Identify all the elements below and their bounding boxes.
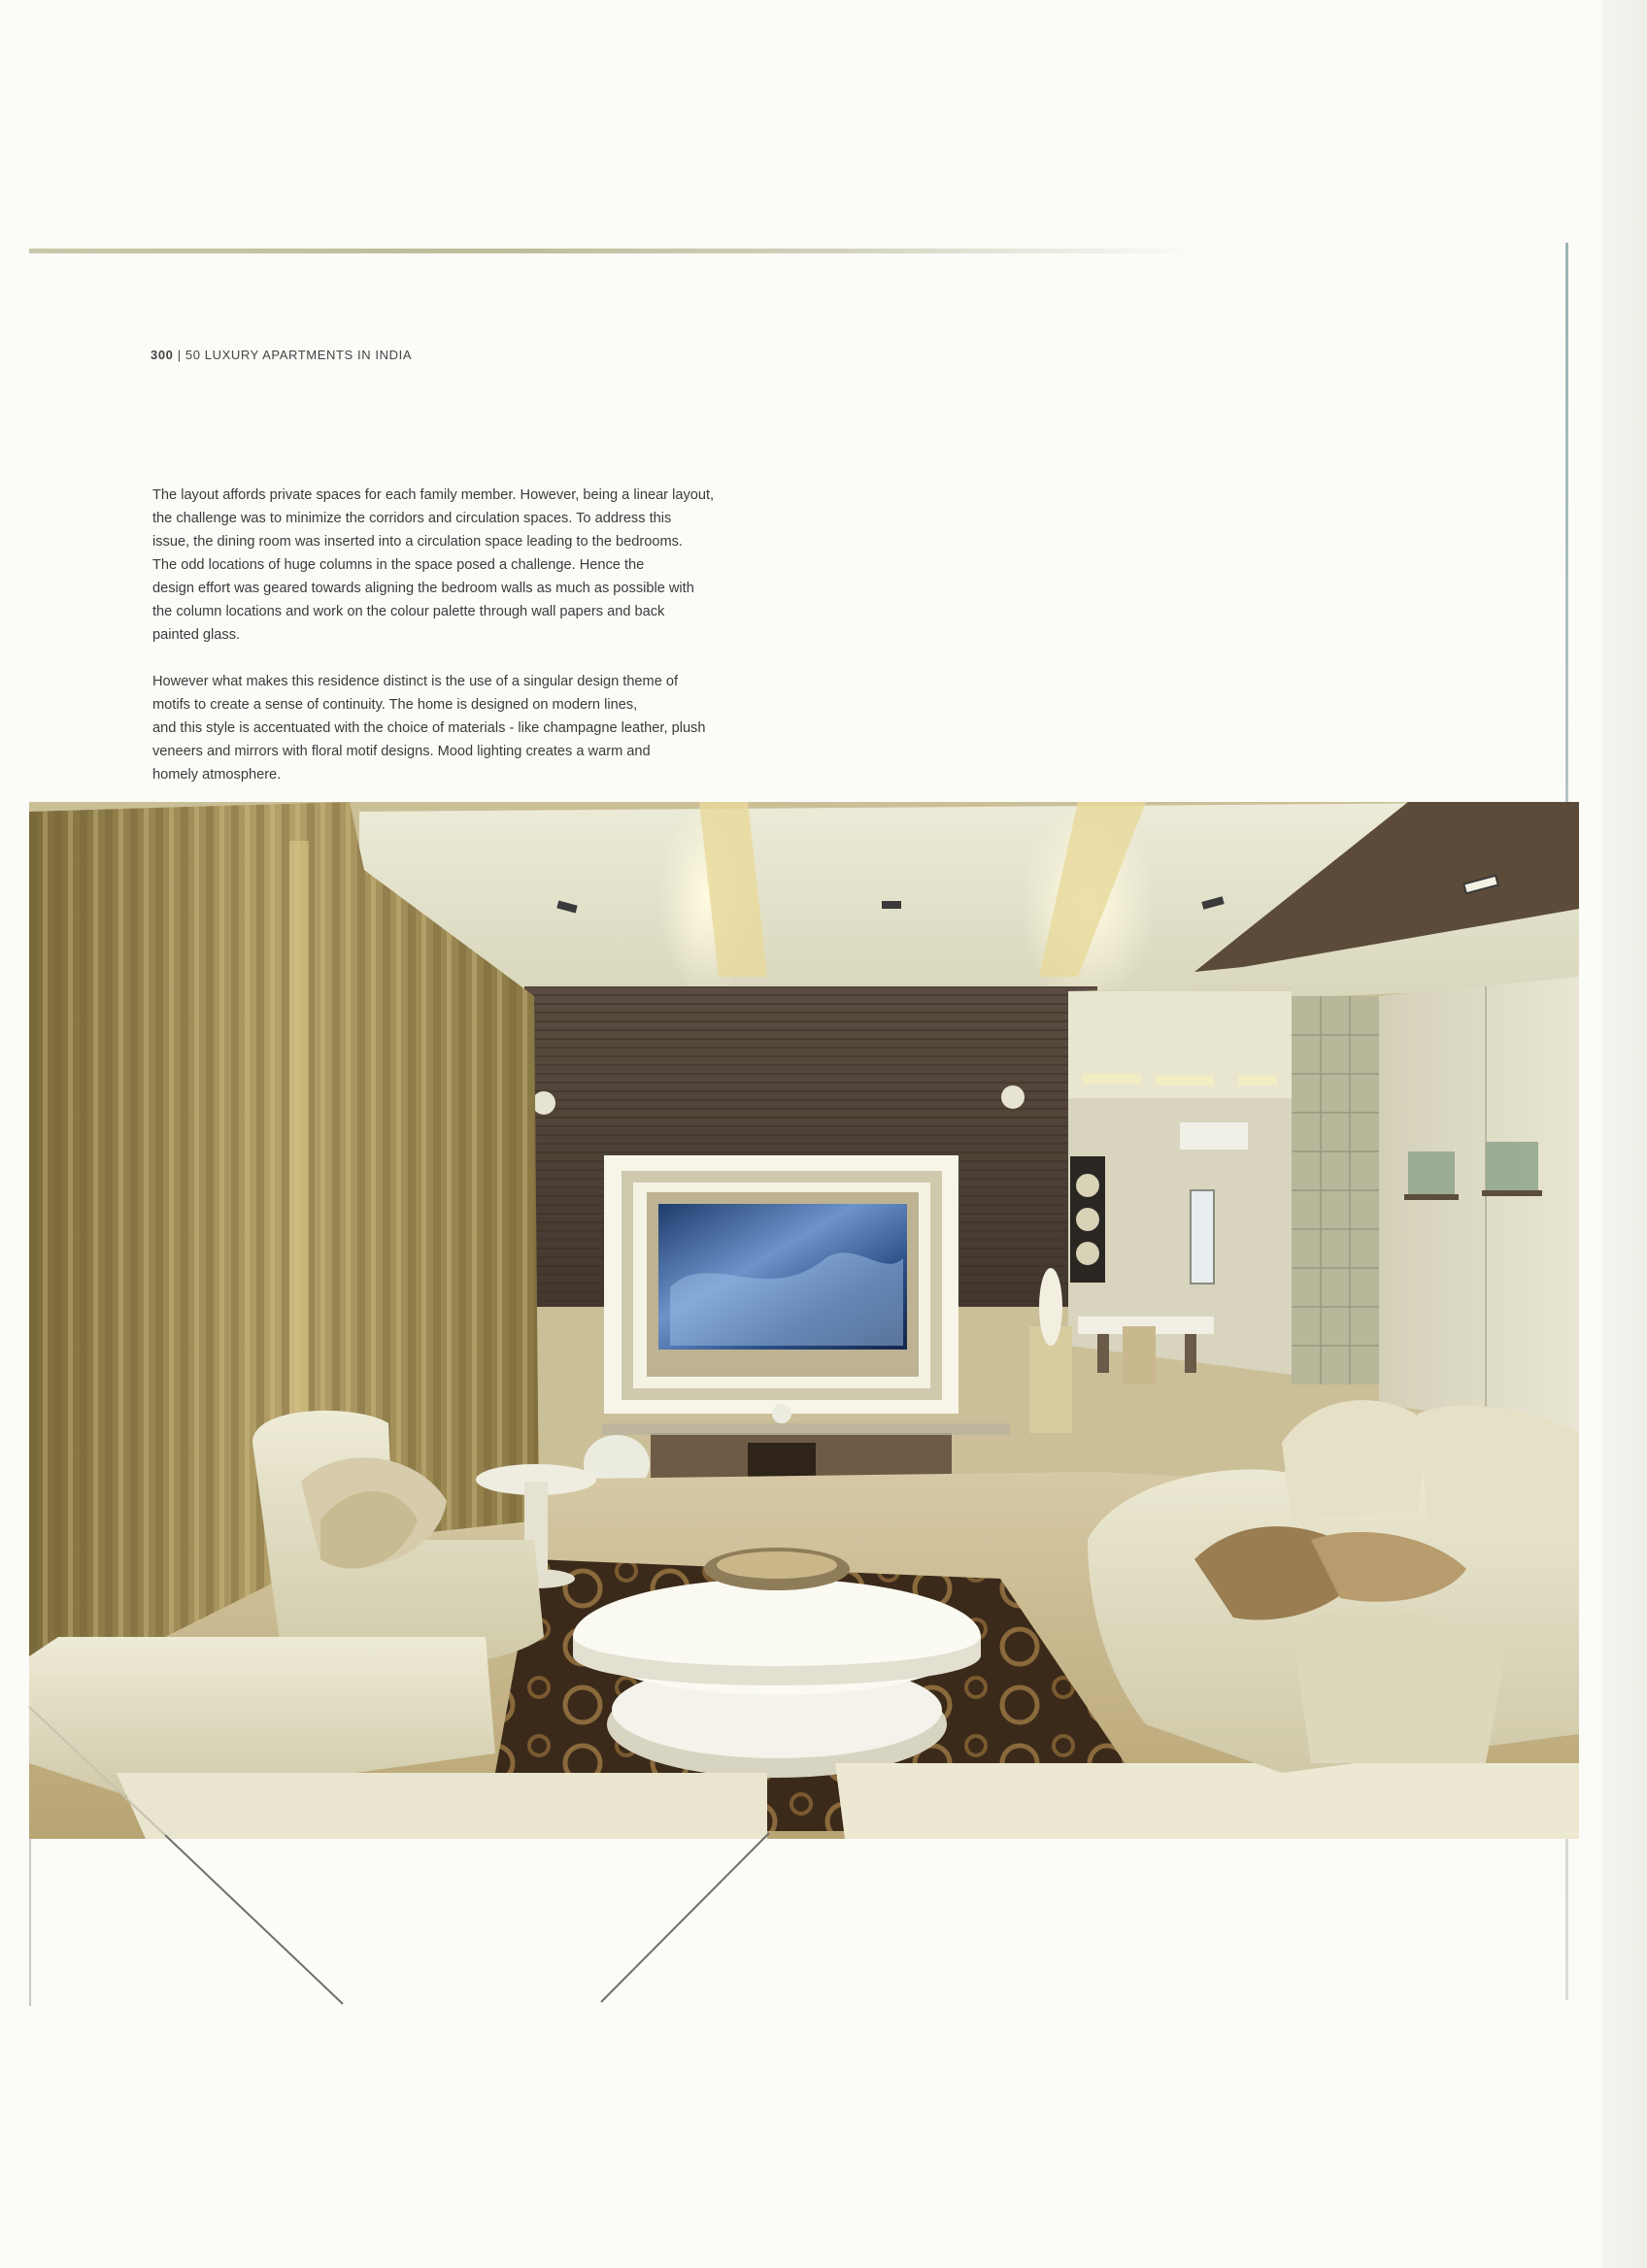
paragraph-2: However what makes this residence distinct is the use of a singular design theme of motifs to create a sense of continuity. The home is designed on modern lines, and this style is accentuated with the choice of materials - like champagne leather, plush veneers and mirrors with floral motif designs. Mood lighting creates a warm and homely atmosphere. (152, 674, 706, 783)
wall-shelf-2 (1486, 1142, 1538, 1192)
page-number: 300 (151, 348, 174, 362)
air-conditioner (1180, 1122, 1248, 1150)
header-separator: | (177, 348, 182, 362)
right-wall (1379, 977, 1579, 1433)
dining-chair (1123, 1326, 1156, 1384)
paragraph-1: The layout affords private spaces for each family member. However, being a linear layout, the challenge was to minimize the corridors and circulation spaces. To address this issue, the dining room was inserted into a circulation space leading to the bedrooms. The odd locations of huge columns in the space posed a challenge. Hence the design effort was geared towards aligning the bedroom walls as much as possible with the column locations and work on the colour palette through wall papers and back painted glass. (152, 487, 715, 643)
wall-shelf-1 (1408, 1151, 1455, 1196)
top-rule (29, 249, 1194, 253)
fold-line-right (601, 1833, 769, 2002)
wall-speaker-right (1001, 1085, 1025, 1109)
scan-margin (1602, 0, 1647, 2268)
living-room-photo (29, 802, 1579, 1839)
dining-window (1191, 1190, 1214, 1284)
curtain-trim (289, 841, 309, 1443)
fold-line-left (165, 1835, 343, 2004)
running-header (151, 348, 412, 362)
right-sofa-back-cushion-2 (1418, 1406, 1579, 1540)
body-text (152, 484, 774, 786)
wall-speaker-left (532, 1091, 555, 1115)
front-right-sofa (835, 1763, 1579, 1839)
ceiling-spot-2 (882, 901, 901, 909)
book-title: 50 LUXURY APARTMENTS IN INDIA (185, 348, 413, 362)
